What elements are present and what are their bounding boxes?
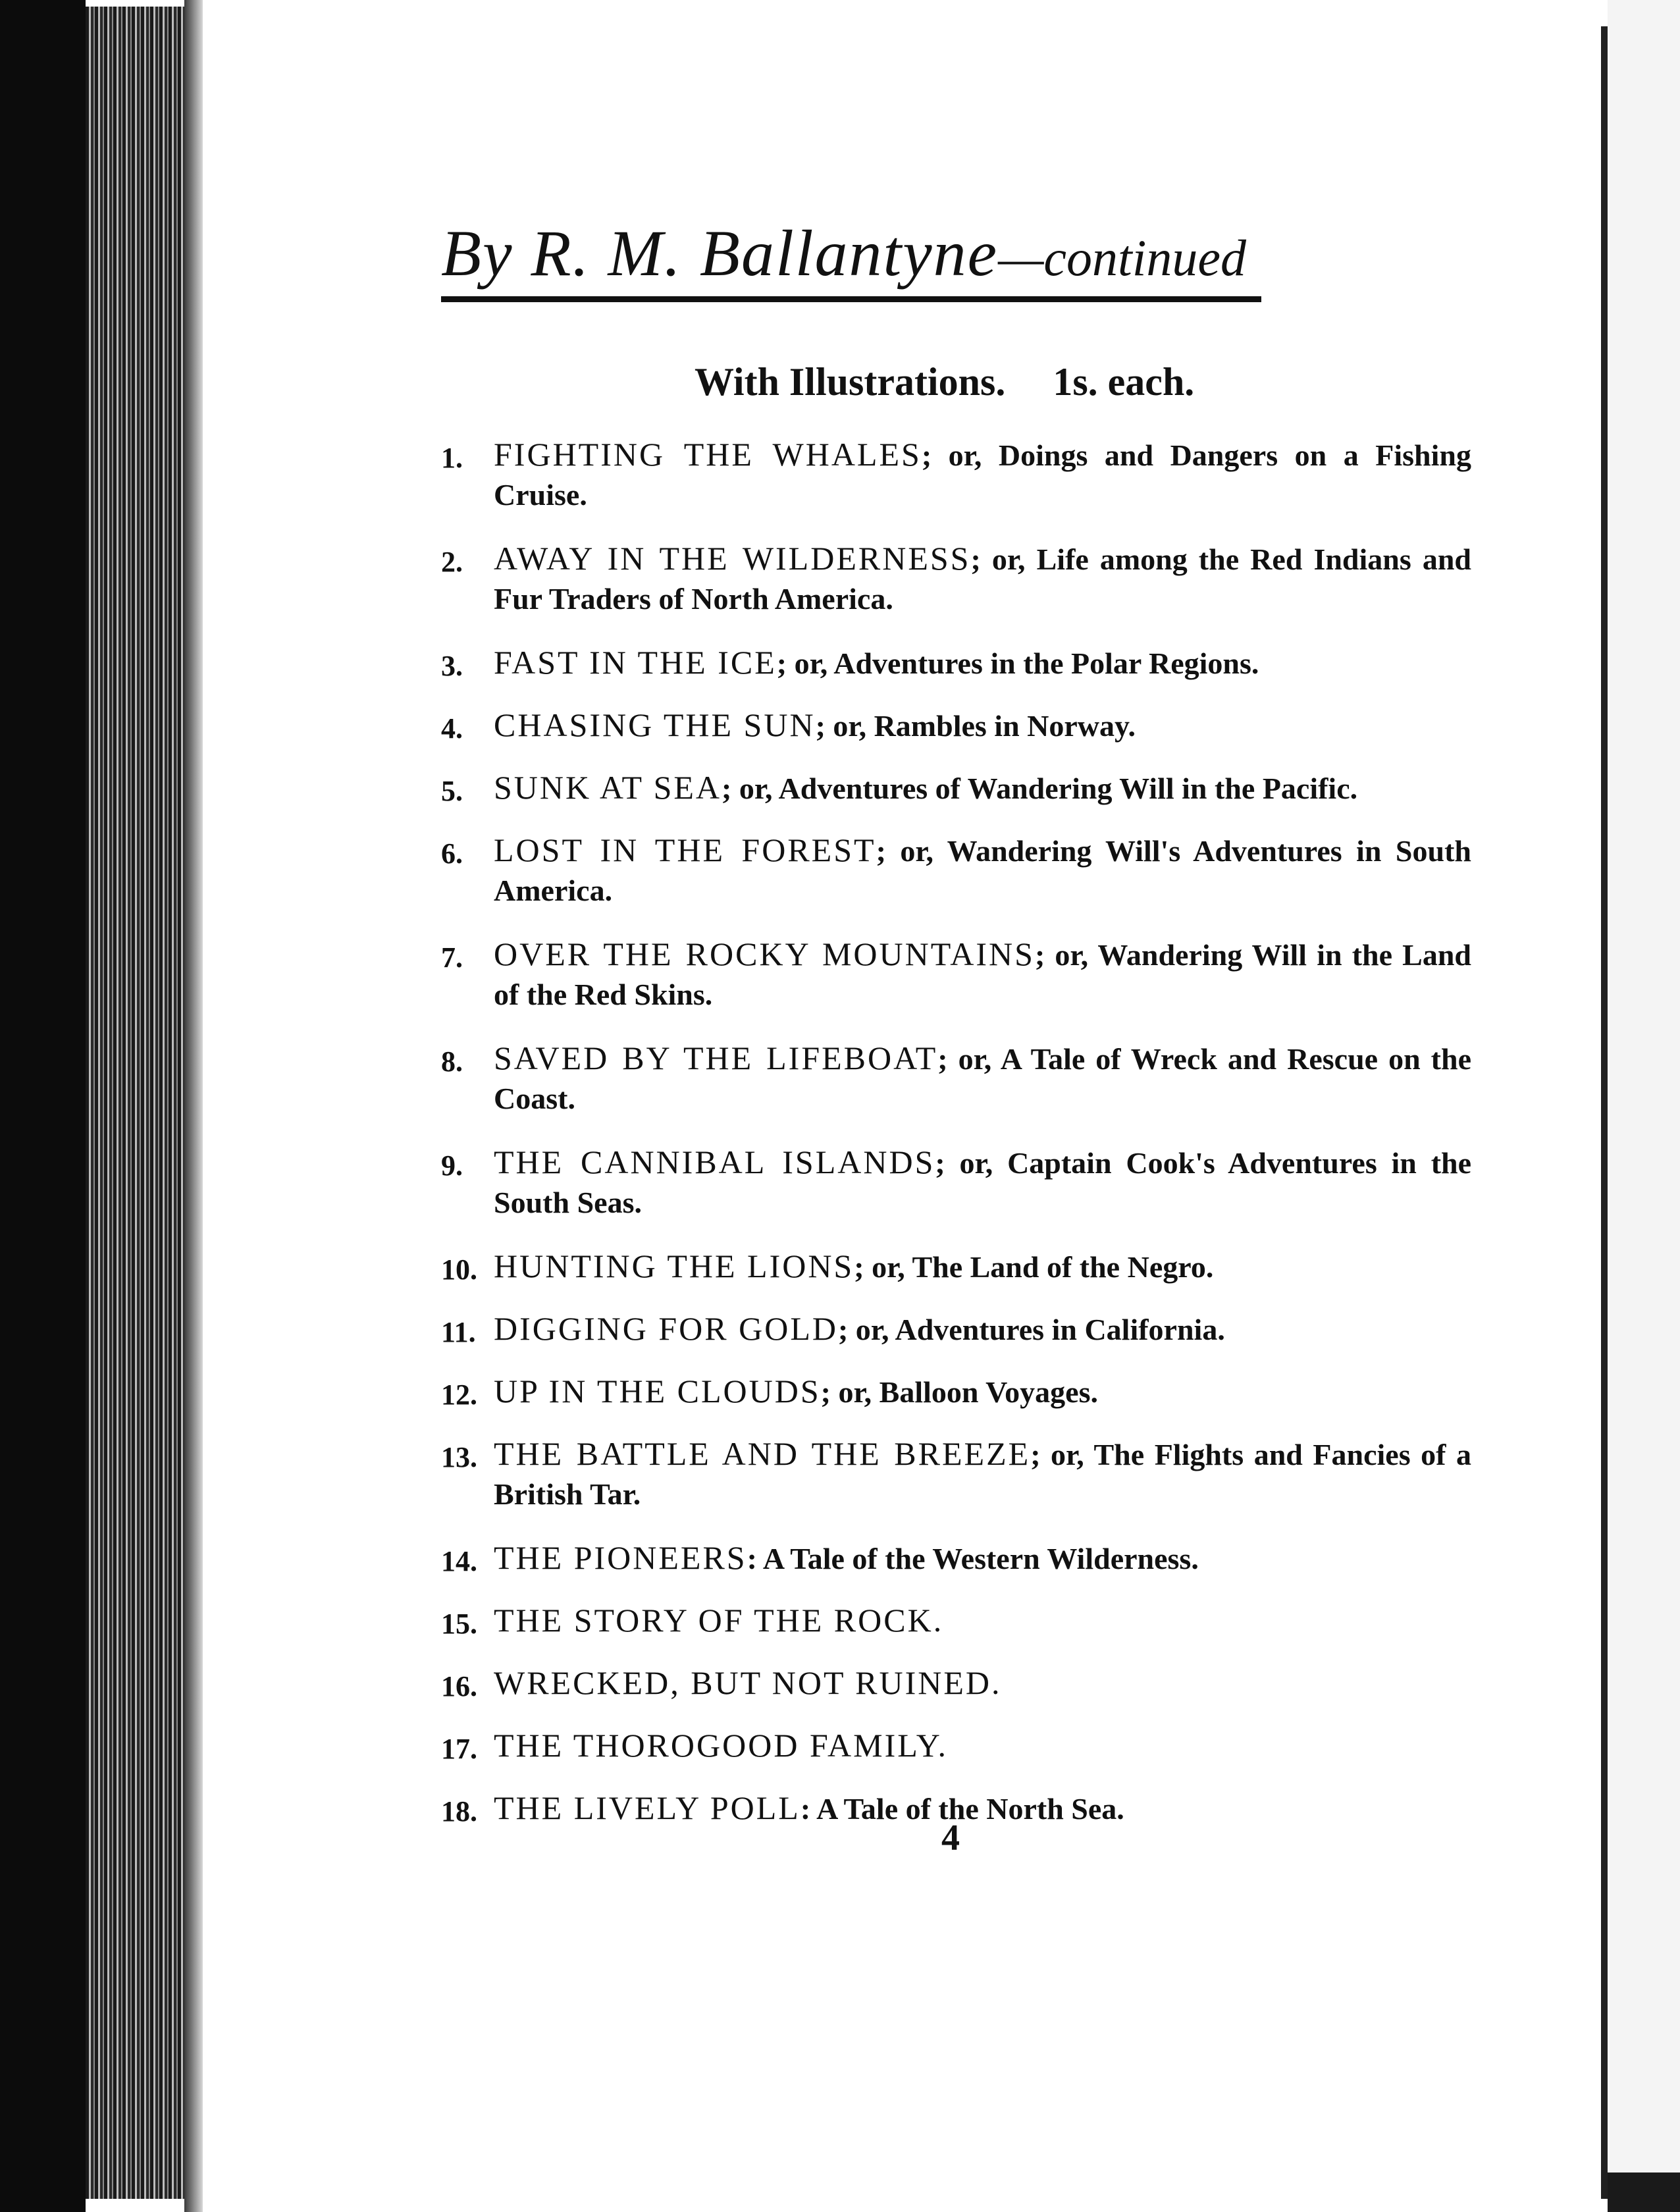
page-number: 4 (941, 1818, 960, 1858)
book-edge (0, 0, 86, 2212)
list-item (441, 1246, 1471, 1287)
list-item (441, 1038, 1471, 1119)
book-subtitle: Adventures in California. (895, 1313, 1225, 1346)
book-separator: ; or, (970, 542, 1037, 576)
list-item (441, 1538, 1471, 1579)
item-number: 13. (441, 1441, 477, 1473)
book-separator: ; or, (820, 1375, 879, 1409)
book-separator: ; or, (837, 1313, 895, 1346)
gutter-shadow (184, 0, 203, 2212)
book-subtitle: Rambles in Norway. (874, 709, 1136, 743)
book-subtitle: A Tale of Wreck and Rescue on the Coast. (494, 1042, 1471, 1115)
book-title: UP IN THE CLOUDS (494, 1373, 821, 1409)
book-subtitle: A Tale of the North Sea. (816, 1792, 1124, 1826)
item-number: 14. (441, 1545, 477, 1577)
list-item (441, 1309, 1471, 1350)
list-item (441, 539, 1471, 619)
list-item (441, 1600, 1471, 1641)
series-subheading (695, 352, 1194, 411)
book-subtitle: A Tale of the Western Wilderness. (762, 1542, 1199, 1575)
book-separator: ; or, (854, 1250, 912, 1284)
item-number: 16. (441, 1670, 477, 1702)
facing-page-shadow (1608, 2172, 1680, 2212)
list-item (441, 768, 1471, 808)
list-item (441, 643, 1471, 683)
item-number: 4. (441, 712, 463, 745)
book-separator: ; or, (1034, 938, 1098, 972)
book-title: DIGGING FOR GOLD (494, 1310, 838, 1347)
facing-page-edge (1601, 26, 1608, 2199)
book-subtitle: The Land of the Negro. (912, 1250, 1214, 1284)
item-number: 12. (441, 1379, 477, 1411)
page-stack-edge (86, 7, 184, 2199)
item-number: 2. (441, 546, 463, 578)
list-item (441, 1725, 1471, 1766)
item-number: 18. (441, 1795, 477, 1828)
heading-author: By R. M. Ballantyne (441, 217, 999, 290)
book-title: THE THOROGOOD FAMILY. (494, 1727, 948, 1764)
subheading-price: 1s. each. (1053, 360, 1195, 404)
item-number: 6. (441, 837, 463, 870)
item-number: 8. (441, 1045, 463, 1078)
book-title: SUNK AT SEA (494, 769, 722, 806)
book-title: OVER THE ROCKY MOUNTAINS (494, 935, 1035, 972)
item-number: 5. (441, 775, 463, 807)
item-number: 15. (441, 1608, 477, 1640)
list-item (441, 830, 1471, 910)
item-number: 3. (441, 650, 463, 682)
book-separator: : (747, 1542, 763, 1575)
book-title: HUNTING THE LIONS (494, 1248, 854, 1284)
book-separator: : (800, 1792, 817, 1826)
page-heading (441, 211, 1261, 302)
book-title: FIGHTING THE WHALES (494, 436, 922, 473)
list-item (441, 934, 1471, 1014)
book-title: SAVED BY THE LIFEBOAT (494, 1040, 938, 1076)
book-separator: ; or, (921, 438, 999, 472)
book-subtitle: Captain Cook's Adventures in the South Seas. (494, 1146, 1472, 1219)
book-title: THE CANNIBAL ISLANDS (494, 1144, 935, 1180)
book-title: THE LIVELY POLL (494, 1789, 801, 1826)
list-item (441, 705, 1471, 746)
item-number: 9. (441, 1149, 463, 1182)
book-separator: ; or, (937, 1042, 1001, 1076)
list-item (441, 1663, 1471, 1704)
book-list (441, 434, 1471, 1851)
book-subtitle: Wandering Will in the Land of the Red Skins. (494, 938, 1471, 1011)
item-number: 10. (441, 1253, 477, 1286)
book-title: AWAY IN THE WILDERNESS (494, 540, 971, 577)
book-title: FAST IN THE ICE (494, 644, 777, 681)
list-item (441, 434, 1471, 515)
list-item (441, 1142, 1471, 1223)
book-title: THE PIONEERS (494, 1539, 747, 1576)
heading-continued: —continued (998, 229, 1246, 286)
facing-page (1608, 0, 1680, 2212)
book-subtitle: Wandering Will's Adventures in South America. (494, 834, 1471, 907)
book-subtitle: Doings and Dangers on a Fishing Cruise. (494, 438, 1472, 512)
book-subtitle: Adventures of Wandering Will in the Pacific. (778, 772, 1358, 805)
book-separator: ; or, (722, 772, 779, 805)
book-title: LOST IN THE FOREST (494, 831, 876, 868)
book-title: THE STORY OF THE ROCK. (494, 1602, 944, 1639)
book-separator: ; or, (815, 709, 874, 743)
book-subtitle: The Flights and Fancies of a British Tar. (494, 1438, 1472, 1511)
book-separator: ; or, (1030, 1438, 1094, 1471)
item-number: 7. (441, 941, 463, 974)
item-number: 11. (441, 1316, 476, 1348)
item-number: 1. (441, 442, 463, 474)
book-separator: ; or, (876, 834, 947, 868)
list-item (441, 1434, 1471, 1514)
book-subtitle: Life among the Red Indians and Fur Traders of North America. (494, 542, 1472, 616)
book-subtitle: Balloon Voyages. (879, 1375, 1098, 1409)
book-title: CHASING THE SUN (494, 706, 816, 743)
book-separator: ; or, (776, 646, 834, 680)
item-number: 17. (441, 1733, 477, 1765)
book-title: WRECKED, BUT NOT RUINED. (494, 1664, 1002, 1701)
book-separator: ; or, (935, 1146, 1008, 1180)
book-subtitle: Adventures in the Polar Regions. (833, 646, 1259, 680)
subheading-illustrations: With Illustrations. (695, 360, 1006, 404)
list-item (441, 1371, 1471, 1412)
book-title: THE BATTLE AND THE BREEZE (494, 1435, 1031, 1472)
